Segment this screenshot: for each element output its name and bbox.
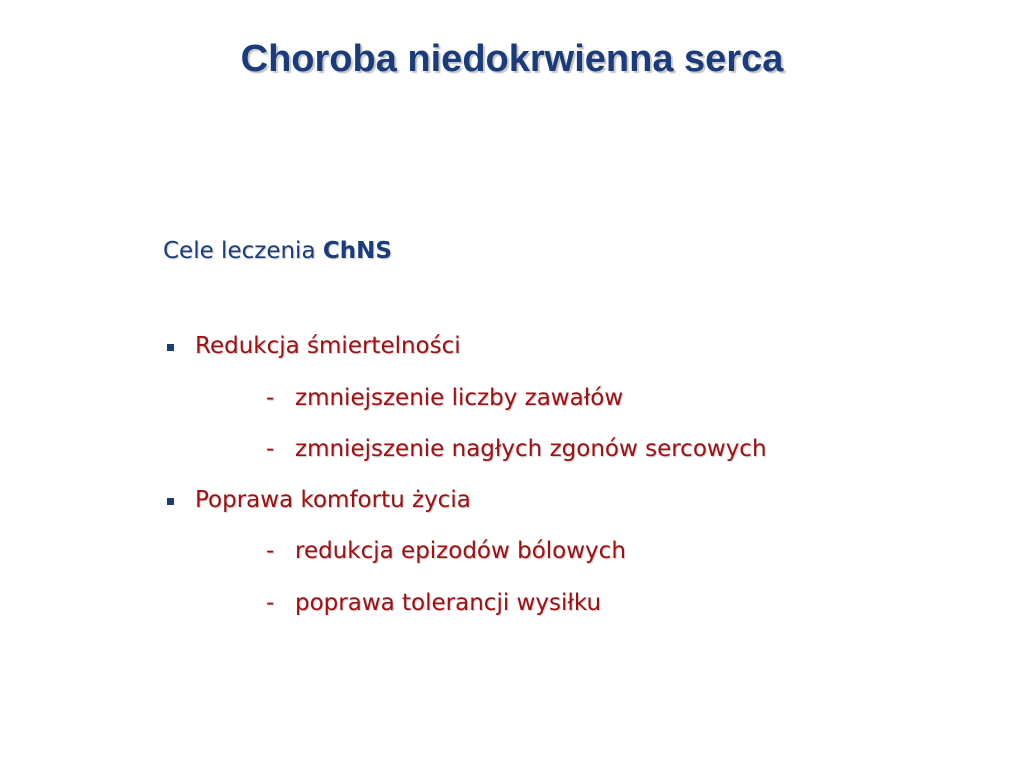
section-heading-prefix: Cele leczenia xyxy=(163,238,323,264)
dash-marker: - xyxy=(266,538,275,564)
dash-marker: - xyxy=(266,385,275,411)
slide-title: Choroba niedokrwienna serca xyxy=(240,38,784,80)
section-heading-abbreviation: ChNS xyxy=(322,238,392,264)
bullet-square-icon xyxy=(167,344,174,351)
section-heading xyxy=(163,238,392,264)
bullet-square-icon xyxy=(167,498,174,505)
sub-item-1-1: zmniejszenie liczby zawałów xyxy=(295,385,624,411)
sub-item-2-1: redukcja epizodów bólowych xyxy=(295,538,626,564)
dash-marker: - xyxy=(266,436,275,462)
bullet-item-2: Poprawa komfortu życia xyxy=(195,487,471,513)
dash-marker: - xyxy=(266,590,275,616)
bullet-item-1: Redukcja śmiertelności xyxy=(195,333,461,359)
sub-item-1-2: zmniejszenie nagłych zgonów sercowych xyxy=(295,436,767,462)
sub-item-2-2: poprawa tolerancji wysiłku xyxy=(295,590,602,616)
